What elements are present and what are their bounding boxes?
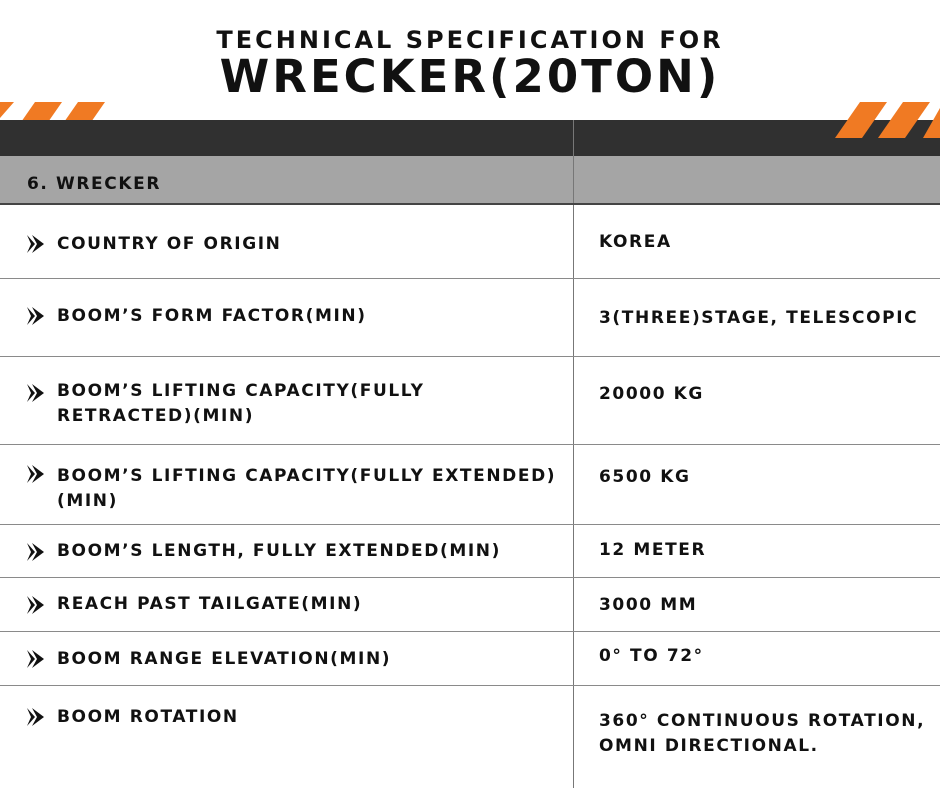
spec-value: 3(THREE)STAGE, TELESCOPIC — [599, 308, 919, 328]
row-divider — [0, 278, 940, 279]
spec-label: REACH PAST TAILGATE(MIN) — [57, 594, 363, 614]
row-divider — [0, 577, 940, 578]
row-divider — [0, 203, 940, 205]
spec-value-continued: OMNI DIRECTIONAL. — [599, 736, 819, 756]
row-divider — [0, 356, 940, 357]
arrow-bullet-icon — [25, 650, 45, 668]
spec-label: BOOM’S LENGTH, FULLY EXTENDED(MIN) — [57, 541, 501, 561]
arrow-bullet-icon — [25, 708, 45, 726]
spec-label: COUNTRY OF ORIGIN — [57, 234, 282, 254]
spec-label: BOOM ROTATION — [57, 707, 239, 727]
table-header-dark-bar — [0, 120, 940, 156]
spec-value: 0° TO 72° — [599, 646, 704, 666]
spec-label: BOOM’S FORM FACTOR(MIN) — [57, 306, 367, 326]
arrow-bullet-icon — [25, 384, 45, 402]
arrow-bullet-icon — [25, 596, 45, 614]
spec-label: BOOM’S LIFTING CAPACITY(FULLY EXTENDED) — [57, 466, 557, 486]
spec-value: 6500 KG — [599, 467, 691, 487]
spec-label: BOOM’S LIFTING CAPACITY(FULLY — [57, 381, 425, 401]
spec-label-continued: RETRACTED)(MIN) — [57, 406, 255, 426]
page-title-line1: TECHNICAL SPECIFICATION FOR — [216, 26, 724, 54]
spec-label-continued: (MIN) — [57, 491, 119, 511]
column-divider — [573, 120, 574, 788]
row-divider — [0, 444, 940, 445]
page-title-line2: WRECKER(20TON) — [219, 50, 721, 103]
arrow-bullet-icon — [25, 543, 45, 561]
row-divider — [0, 631, 940, 632]
row-divider — [0, 524, 940, 525]
row-divider — [0, 685, 940, 686]
spec-value: 12 METER — [599, 540, 707, 560]
arrow-bullet-icon — [25, 235, 45, 253]
arrow-bullet-icon — [25, 465, 45, 483]
hazard-stripes-right — [830, 100, 940, 140]
spec-value: 3000 MM — [599, 595, 698, 615]
arrow-bullet-icon — [25, 307, 45, 325]
spec-value: 360° CONTINUOUS ROTATION, — [599, 711, 926, 731]
spec-label: BOOM RANGE ELEVATION(MIN) — [57, 649, 392, 669]
spec-value: KOREA — [599, 232, 672, 252]
spec-value: 20000 KG — [599, 384, 704, 404]
section-label: 6. WRECKER — [27, 174, 162, 194]
